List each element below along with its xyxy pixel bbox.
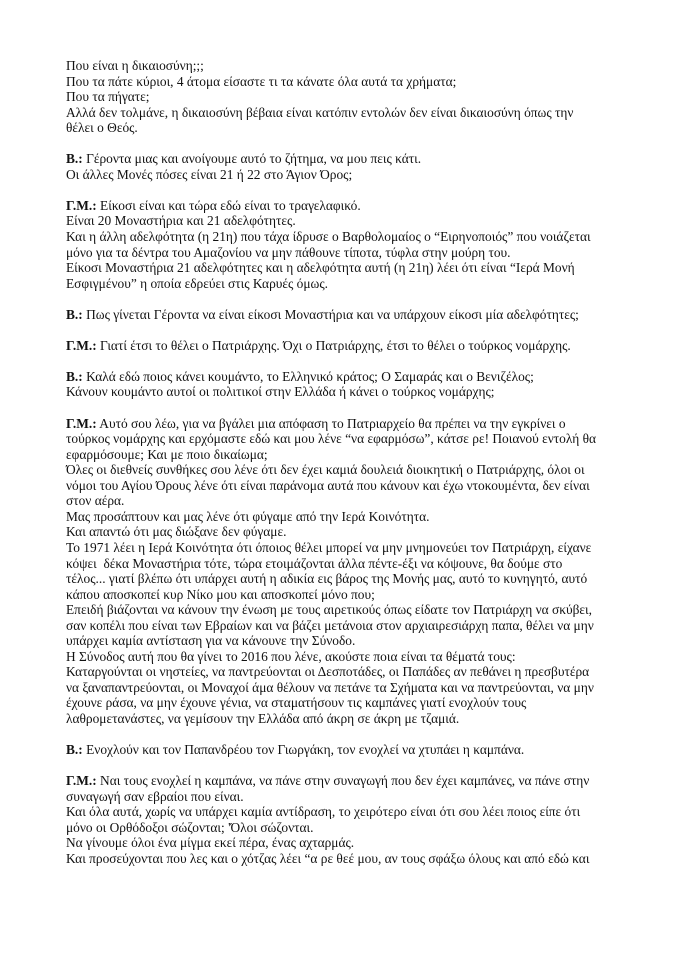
- text-line: [66, 571, 626, 587]
- text-line: [66, 835, 626, 851]
- speaker-label: Β.:: [66, 151, 83, 167]
- line-text: Εσφιγμένου” η οποία εδρεύει στις Καρυές όμως.: [66, 275, 328, 291]
- text-line: [66, 58, 626, 74]
- line-text: Η Σύνοδος αυτή που θα γίνει το 2016 που λένε, ακούστε ποια είναι τα θέματά τους:: [66, 648, 516, 664]
- line-text: κάπου αποσκοπεί κυρ Νίκο μου και αποσκοπεί μόνο που;: [66, 586, 375, 602]
- line-text: Και απαντώ ότι μας διώξανε δεν φύγαμε.: [66, 524, 287, 540]
- text-line: [66, 213, 626, 229]
- text-line: [66, 633, 626, 649]
- line-text: Είκοσι Μοναστήρια 21 αδελφότητες και η αδελφότητα αυτή (η 21η) λέει ότι είναι “Ιερά Μονή: [66, 260, 575, 276]
- line-text: εφαρμόσουμε; Και με ποιο δικαίωμα;: [66, 446, 268, 462]
- line-text: Και όλα αυτά, χωρίς να υπάρχει καμία αντίδραση, το χειρότερο είναι ότι σου λέει ποιος είπε ότι: [66, 804, 581, 820]
- text-line: [66, 804, 626, 820]
- text-line: [66, 540, 626, 556]
- text-line: [66, 245, 626, 261]
- text-line: [66, 695, 626, 711]
- line-text: Επειδή βιάζονται να κάνουν την ένωση με τους αιρετικούς όπως είδατε τον Πατριάρχη να σκύβει,: [66, 602, 592, 618]
- line-text: έχουνε ράσα, να μην έχουνε γένια, να σταματήσουν τις καμπάνες γιατί ενοχλούν τους: [66, 695, 527, 711]
- paragraph: [66, 416, 626, 727]
- text-line: [66, 431, 626, 447]
- line-text: Αλλά δεν τολμάνε, η δικαιοσύνη βέβαια είναι κατόπιν εντολών δεν είναι δικαιοσύνη όπως την: [66, 104, 574, 120]
- text-line: [66, 478, 626, 494]
- paragraph: [66, 742, 626, 758]
- text-line: [66, 649, 626, 665]
- line-text: μόνο για τα δέντρα του Αμαζονίου να μην πάθουνε τίποτα, τύφλα στην μούρη του.: [66, 244, 511, 260]
- speaker-label: Γ.Μ.:: [66, 337, 97, 353]
- line-text: Που τα πήγατε;: [66, 89, 150, 105]
- text-line: [66, 89, 626, 105]
- line-text: να ξαναπαντρεύονται, οι Μοναχοί άμα θέλουν να πετάνε τα Σχήματα και να παντρεύονται, να μην: [66, 679, 594, 695]
- line-text: Που είναι η δικαιοσύνη;;;: [66, 58, 204, 73]
- text-line: [66, 618, 626, 634]
- line-text: κόψει δέκα Μοναστήρια τότε, τώρα ετοιμάζονται άλλα πέντε-έξι να κόψουνε, θα δούμε στο: [66, 555, 563, 571]
- paragraph: [66, 58, 626, 136]
- line-text: Είναι 20 Μοναστήρια και 21 αδελφότητες.: [66, 213, 296, 229]
- speaker-label: Γ.Μ.:: [66, 197, 97, 213]
- text-line: [66, 820, 626, 836]
- text-line: [66, 384, 626, 400]
- line-text: Μας προσάπτουν και μας λένε ότι φύγαμε από την Ιερά Κοινότητα.: [66, 508, 430, 524]
- line-text: Και η άλλη αδελφότητα (η 21η) που τάχα ίδρυσε ο Βαρθολομαίος ο “Ειρηνοποιός” που νοιάζεται: [66, 229, 591, 245]
- line-text: Και προσεύχονται που λες και ο χότζας λέει “α ρε θεέ μου, αν τους σφάξω όλους και από εδώ και: [66, 850, 590, 866]
- paragraph: [66, 307, 626, 323]
- speaker-label: Β.:: [66, 368, 83, 384]
- speaker-label: Β.:: [66, 306, 83, 322]
- text-line: [66, 602, 626, 618]
- text-line: [66, 587, 626, 603]
- text-line: [66, 74, 626, 90]
- speaker-label: Γ.Μ.:: [66, 773, 97, 789]
- line-text: Το 1971 λέει η Ιερά Κοινότητα ότι όποιος θέλει μπορεί να μην μνημονεύει τον Πατριάρχη, είχανε: [66, 539, 592, 555]
- speaker-label: Γ.Μ.:: [66, 415, 97, 431]
- line-text: στον αέρα.: [66, 493, 125, 509]
- line-text: Κάνουν κουμάντο αυτοί οι πολιτικοί στην Ελλάδα ή κάνει ο τούρκος νομάρχης;: [66, 384, 495, 400]
- text-line: [66, 462, 626, 478]
- text-line: [66, 120, 626, 136]
- line-text: Είκοσι είναι και τώρα εδώ είναι το τραγελαφικό.: [96, 197, 361, 213]
- text-line: [66, 493, 626, 509]
- line-text: Ενοχλούν και τον Παπανδρέου τον Γιωργάκη, τον ενοχλεί να χτυπάει η καμπάνα.: [82, 742, 525, 758]
- text-line: [66, 198, 626, 214]
- line-text: Όλες οι διεθνείς συνθήκες σου λένε ότι δεν έχει καμιά δουλειά διοικητική ο Πατριάρχης, όλοι οι: [66, 462, 585, 478]
- paragraph: [66, 198, 626, 291]
- text-line: [66, 307, 626, 323]
- line-text: Ναι τους ενοχλεί η καμπάνα, να πάνε στην συναγωγή που δεν έχει καμπάνες, να πάνε στην: [96, 773, 590, 789]
- text-line: [66, 105, 626, 121]
- line-text: Καλά εδώ ποιος κάνει κουμάντο, το Ελληνικό κράτος; Ο Σαμαράς και ο Βενιζέλος;: [82, 368, 534, 384]
- line-text: σαν κοπέλι που είναι των Εβραίων και να βάζει μετάνοια στον αρχιαιρεσιάρχη παπα, θέλει να μην: [66, 617, 594, 633]
- line-text: Οι άλλες Μονές πόσες είναι 21 ή 22 στο Άγιον Όρος;: [66, 166, 353, 182]
- text-line: [66, 338, 626, 354]
- paragraph: [66, 773, 626, 866]
- text-line: [66, 742, 626, 758]
- text-line: [66, 509, 626, 525]
- line-text: λαθρομετανάστες, να γεμίσουν την Ελλάδα από άκρη σε άκρη με τζαμιά.: [66, 710, 460, 726]
- text-line: [66, 773, 626, 789]
- text-line: [66, 276, 626, 292]
- paragraph: [66, 151, 626, 182]
- text-line: [66, 664, 626, 680]
- line-text: υπάρχει καμία αντίσταση για να κάνουνε την Σύνοδο.: [66, 633, 356, 649]
- text-line: [66, 229, 626, 245]
- line-text: συναγωγή σαν εβραίοι που είναι.: [66, 788, 244, 804]
- text-line: [66, 416, 626, 432]
- paragraph: [66, 338, 626, 354]
- line-text: Καταργούνται οι νηστείες, να παντρεύονται οι Δεσποτάδες, οι Παπάδες αν πεθάνει η πρεσβυτέρα: [66, 664, 590, 680]
- document-body: [66, 58, 626, 882]
- text-line: [66, 167, 626, 183]
- paragraph: [66, 369, 626, 400]
- line-text: τέλος... γιατί βλέπω ότι υπάρχει αυτή η αδικία εις βάρος της Μονής μας, αυτό το κυνηγητό, αυτό: [66, 571, 588, 587]
- speaker-label: Β.:: [66, 742, 83, 758]
- text-line: [66, 556, 626, 572]
- line-text: μόνο οι Ορθόδοξοι σώζονται; 'Όλοι σώζονται.: [66, 819, 314, 835]
- text-line: [66, 711, 626, 727]
- text-line: [66, 151, 626, 167]
- text-line: [66, 369, 626, 385]
- text-line: [66, 524, 626, 540]
- line-text: νόμοι του Αγίου Όρους λένε ότι είναι παράνομα αυτά που κάνουν και έχω ντοκουμέντα, δεν είναι: [66, 477, 590, 493]
- text-line: [66, 680, 626, 696]
- line-text: Να γίνουμε όλοι ένα μίγμα εκεί πέρα, ένας αχταρμάς.: [66, 835, 355, 851]
- text-line: [66, 260, 626, 276]
- line-text: τούρκος νομάρχης και ερχόμαστε εδώ και μου λένε “να εφαρμόσω”, κάτσε ρε! Ποιανού εντολή θα: [66, 431, 597, 447]
- text-line: [66, 447, 626, 463]
- line-text: Που τα πάτε κύριοι, 4 άτομα είσαστε τι τα κάνατε όλα αυτά τα χρήματα;: [66, 73, 457, 89]
- line-text: Γιατί έτσι το θέλει ο Πατριάρχης. Όχι ο Πατριάρχης, έτσι το θέλει ο τούρκος νομάρχης.: [96, 337, 571, 353]
- line-text: Αυτό σου λέω, για να βγάλει μια απόφαση το Πατριαρχείο θα πρέπει να την εγκρίνει ο: [96, 415, 566, 431]
- line-text: θέλει ο Θεός.: [66, 120, 138, 136]
- line-text: Γέροντα μιας και ανοίγουμε αυτό το ζήτημα, να μου πεις κάτι.: [82, 151, 422, 167]
- line-text: Πως γίνεται Γέροντα να είναι είκοσι Μοναστήρια και να υπάρχουν είκοσι μία αδελφότητες;: [82, 306, 579, 322]
- text-line: [66, 851, 626, 867]
- text-line: [66, 789, 626, 805]
